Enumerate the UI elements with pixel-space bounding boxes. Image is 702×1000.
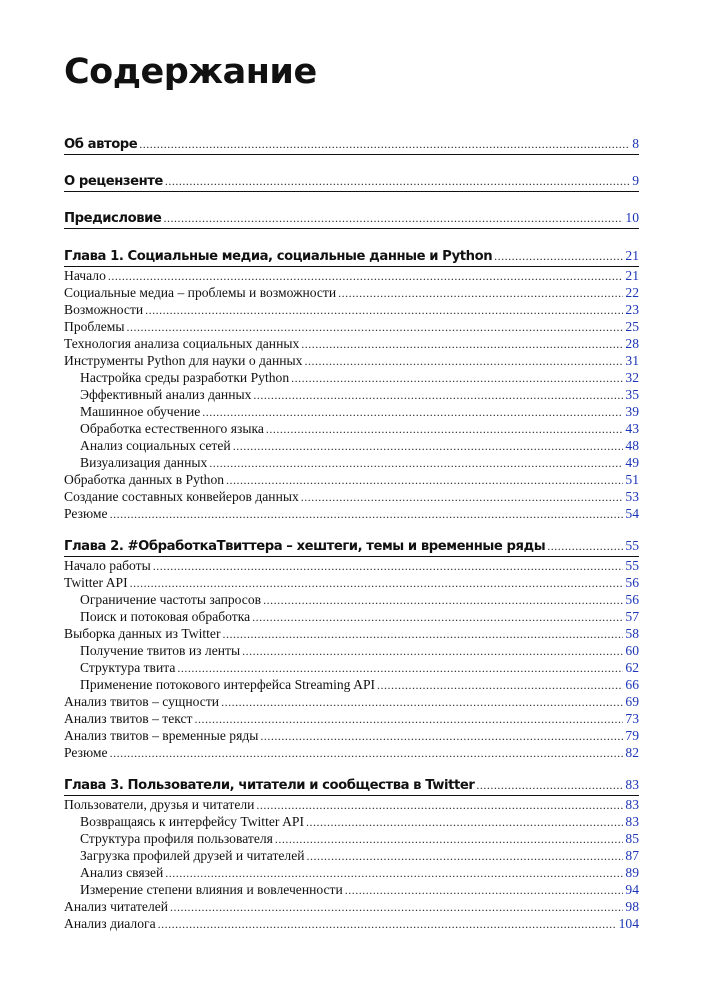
dot-leader <box>127 319 624 336</box>
dot-leader <box>110 745 624 762</box>
toc-entry[interactable] <box>64 915 639 932</box>
toc-entry[interactable] <box>64 796 639 813</box>
toc-subentry[interactable] <box>64 403 639 420</box>
toc-entry[interactable] <box>64 284 639 301</box>
dot-leader <box>301 336 623 353</box>
toc-entry-label: Анализ твитов – сущности <box>64 694 220 709</box>
toc-page-number[interactable]: 39 <box>625 404 639 419</box>
toc-entry-label: Анализ диалога <box>64 916 156 931</box>
toc-entry[interactable] <box>64 267 639 284</box>
toc-page-number[interactable]: 69 <box>625 694 639 709</box>
toc-entry-label: Начало работы <box>64 558 151 573</box>
toc-page-number[interactable]: 83 <box>625 814 639 829</box>
toc-page-number[interactable]: 10 <box>625 210 639 225</box>
toc-page-number[interactable]: 56 <box>625 575 639 590</box>
toc-entry[interactable] <box>64 574 639 591</box>
toc-page-number[interactable]: 31 <box>625 353 639 368</box>
toc-entry-label: Предисловие <box>64 211 162 226</box>
toc-entry-label: Выборка данных из Twitter <box>64 626 221 641</box>
toc-entry[interactable] <box>64 693 639 710</box>
toc-entry-preface[interactable] <box>64 208 639 228</box>
toc-subentry[interactable] <box>64 676 639 693</box>
toc-entry[interactable] <box>64 557 639 574</box>
dot-leader <box>494 246 623 266</box>
table-of-contents <box>64 134 639 932</box>
toc-entry[interactable] <box>64 488 639 505</box>
dot-leader <box>260 728 623 745</box>
dot-leader <box>110 506 624 523</box>
toc-entry-label: Обработка естественного языка <box>80 421 264 436</box>
toc-subentry[interactable] <box>64 847 639 864</box>
dot-leader <box>345 882 624 899</box>
toc-entry-label: Пользователи, друзья и читатели <box>64 797 255 812</box>
toc-entry[interactable] <box>64 744 639 761</box>
toc-entry-label: Twitter API <box>64 575 128 590</box>
toc-chapter-label: Глава 1. Социальные медиа, социальные данные и Python <box>64 249 493 264</box>
dot-leader <box>291 370 623 387</box>
toc-page-number[interactable]: 51 <box>625 472 639 487</box>
toc-page-number[interactable]: 9 <box>632 173 639 188</box>
toc-entry-label: Анализ твитов – временные ряды <box>64 728 259 743</box>
toc-page-number[interactable]: 79 <box>625 728 639 743</box>
toc-page-number[interactable]: 23 <box>625 302 639 317</box>
toc-page-number[interactable]: 104 <box>618 916 639 931</box>
toc-entry[interactable] <box>64 352 639 369</box>
dot-leader <box>145 302 623 319</box>
toc-entry-label: Социальные медиа – проблемы и возможности <box>64 285 337 300</box>
toc-page-number[interactable]: 43 <box>625 421 639 436</box>
toc-chapter-2[interactable] <box>64 536 639 556</box>
dot-leader <box>139 134 630 154</box>
toc-page-number[interactable]: 28 <box>625 336 639 351</box>
toc-entry-label: Об авторе <box>64 137 138 152</box>
dot-leader <box>301 489 624 506</box>
toc-subentry[interactable] <box>64 813 639 830</box>
toc-subentry[interactable] <box>64 608 639 625</box>
toc-page-number[interactable]: 8 <box>632 136 639 151</box>
dot-leader <box>153 558 624 575</box>
dot-leader <box>130 575 624 592</box>
toc-entry-label: Визуализация данных <box>80 455 208 470</box>
toc-entry-label: Инструменты Python для науки о данных <box>64 353 303 368</box>
dot-leader <box>177 660 623 677</box>
toc-page-number[interactable]: 25 <box>625 319 639 334</box>
toc-page-number[interactable]: 94 <box>625 882 639 897</box>
toc-entry-label: Получение твитов из ленты <box>80 643 241 658</box>
dot-leader <box>202 404 623 421</box>
toc-subentry[interactable] <box>64 386 639 403</box>
toc-page-number[interactable]: 98 <box>625 899 639 914</box>
toc-entry-label: Измерение степени влияния и вовлеченности <box>80 882 343 897</box>
toc-entry-label: Возвращаясь к интерфейсу Twitter API <box>80 814 304 829</box>
toc-subentry[interactable] <box>64 881 639 898</box>
toc-entry-label: Возможности <box>64 302 144 317</box>
toc-page-number[interactable]: 21 <box>625 248 639 263</box>
toc-page-number[interactable]: 62 <box>625 660 639 675</box>
toc-page-number[interactable]: 32 <box>625 370 639 385</box>
dot-leader <box>256 797 623 814</box>
dot-leader <box>377 677 623 694</box>
toc-subentry[interactable] <box>64 454 639 471</box>
toc-entry-label: Анализ читателей <box>64 899 169 914</box>
dot-leader <box>209 455 623 472</box>
toc-page-number[interactable]: 66 <box>625 677 639 692</box>
dot-leader <box>233 438 624 455</box>
dot-leader <box>242 643 623 660</box>
dot-leader <box>307 848 624 865</box>
dot-leader <box>222 626 623 643</box>
toc-subentry[interactable] <box>64 591 639 608</box>
toc-entry-label: Применение потокового интерфейса Streaming API <box>80 677 376 692</box>
toc-chapter-label: Глава 2. #ОбработкаТвиттера – хештеги, темы и временные ряды <box>64 539 546 554</box>
dot-leader <box>304 353 623 370</box>
toc-entry-label: О рецензенте <box>64 174 163 189</box>
toc-page-number[interactable]: 55 <box>625 538 639 553</box>
dot-leader <box>547 536 623 556</box>
dot-leader <box>338 285 623 302</box>
toc-entry-label: Резюме <box>64 506 108 521</box>
toc-chapter-3[interactable] <box>64 775 639 795</box>
toc-page-number[interactable]: 48 <box>625 438 639 453</box>
dot-leader <box>170 899 623 916</box>
toc-page-number[interactable]: 60 <box>625 643 639 658</box>
toc-entry-label: Структура твита <box>80 660 176 675</box>
toc-subentry[interactable] <box>64 369 639 386</box>
toc-page-number[interactable]: 21 <box>625 268 639 283</box>
dot-leader <box>476 775 623 795</box>
toc-page-number[interactable]: 55 <box>625 558 639 573</box>
toc-entry-reviewer[interactable] <box>64 171 639 191</box>
dot-leader <box>165 171 630 191</box>
toc-page-number[interactable]: 53 <box>625 489 639 504</box>
toc-page-number[interactable]: 73 <box>625 711 639 726</box>
section-rule <box>64 154 639 155</box>
dot-leader <box>252 609 623 626</box>
toc-entry[interactable] <box>64 898 639 915</box>
toc-entry-label: Анализ социальных сетей <box>80 438 231 453</box>
toc-entry-label: Настройка среды разработки Python <box>80 370 290 385</box>
toc-entry[interactable] <box>64 710 639 727</box>
dot-leader <box>221 694 623 711</box>
toc-entry-label: Резюме <box>64 745 108 760</box>
dot-leader <box>266 421 624 438</box>
toc-page-number[interactable]: 56 <box>625 592 639 607</box>
toc-subentry[interactable] <box>64 437 639 454</box>
toc-entry-label: Проблемы <box>64 319 125 334</box>
toc-entry-label: Начало <box>64 268 106 283</box>
toc-entry[interactable] <box>64 505 639 522</box>
toc-entry-label: Структура профиля пользователя <box>80 831 273 846</box>
dot-leader <box>263 592 623 609</box>
toc-entry-label: Машинное обучение <box>80 404 201 419</box>
toc-page-number[interactable]: 82 <box>625 745 639 760</box>
toc-page-number[interactable]: 58 <box>625 626 639 641</box>
toc-page-number[interactable]: 87 <box>625 848 639 863</box>
toc-page-number[interactable]: 35 <box>625 387 639 402</box>
dot-leader <box>108 268 624 285</box>
dot-leader <box>306 814 623 831</box>
toc-chapter-1[interactable] <box>64 246 639 266</box>
toc-entry[interactable] <box>64 471 639 488</box>
toc-page-number[interactable]: 89 <box>625 865 639 880</box>
toc-entry-about-author[interactable] <box>64 134 639 154</box>
toc-page-number[interactable]: 54 <box>625 506 639 521</box>
page-title: Содержание <box>64 52 317 92</box>
toc-entry-label: Загрузка профилей друзей и читателей <box>80 848 305 863</box>
toc-page-number[interactable]: 57 <box>625 609 639 624</box>
toc-subentry[interactable] <box>64 659 639 676</box>
dot-leader <box>163 208 623 228</box>
dot-leader <box>253 387 623 404</box>
dot-leader <box>158 916 617 933</box>
toc-entry-label: Анализ связей <box>80 865 164 880</box>
toc-entry[interactable] <box>64 301 639 318</box>
toc-entry[interactable] <box>64 727 639 744</box>
dot-leader <box>226 472 623 489</box>
toc-subentry[interactable] <box>64 864 639 881</box>
toc-page-number[interactable]: 49 <box>625 455 639 470</box>
dot-leader <box>195 711 624 728</box>
toc-chapter-label: Глава 3. Пользователи, читатели и сообщества в Twitter <box>64 778 475 793</box>
toc-entry-label: Ограничение частоты запросов <box>80 592 262 607</box>
toc-entry[interactable] <box>64 335 639 352</box>
toc-entry-label: Поиск и потоковая обработка <box>80 609 251 624</box>
toc-subentry[interactable] <box>64 830 639 847</box>
dot-leader <box>275 831 624 848</box>
toc-entry-label: Технология анализа социальных данных <box>64 336 300 351</box>
toc-subentry[interactable] <box>64 642 639 659</box>
toc-page-number[interactable]: 83 <box>625 797 639 812</box>
toc-page-number[interactable]: 22 <box>625 285 639 300</box>
toc-entry[interactable] <box>64 625 639 642</box>
toc-entry[interactable] <box>64 318 639 335</box>
toc-entry-label: Создание составных конвейеров данных <box>64 489 299 504</box>
toc-page-number[interactable]: 83 <box>625 777 639 792</box>
toc-entry-label: Эффективный анализ данных <box>80 387 252 402</box>
toc-subentry[interactable] <box>64 420 639 437</box>
toc-entry-label: Анализ твитов – текст <box>64 711 193 726</box>
toc-entry-label: Обработка данных в Python <box>64 472 225 487</box>
toc-page-number[interactable]: 85 <box>625 831 639 846</box>
dot-leader <box>165 865 623 882</box>
